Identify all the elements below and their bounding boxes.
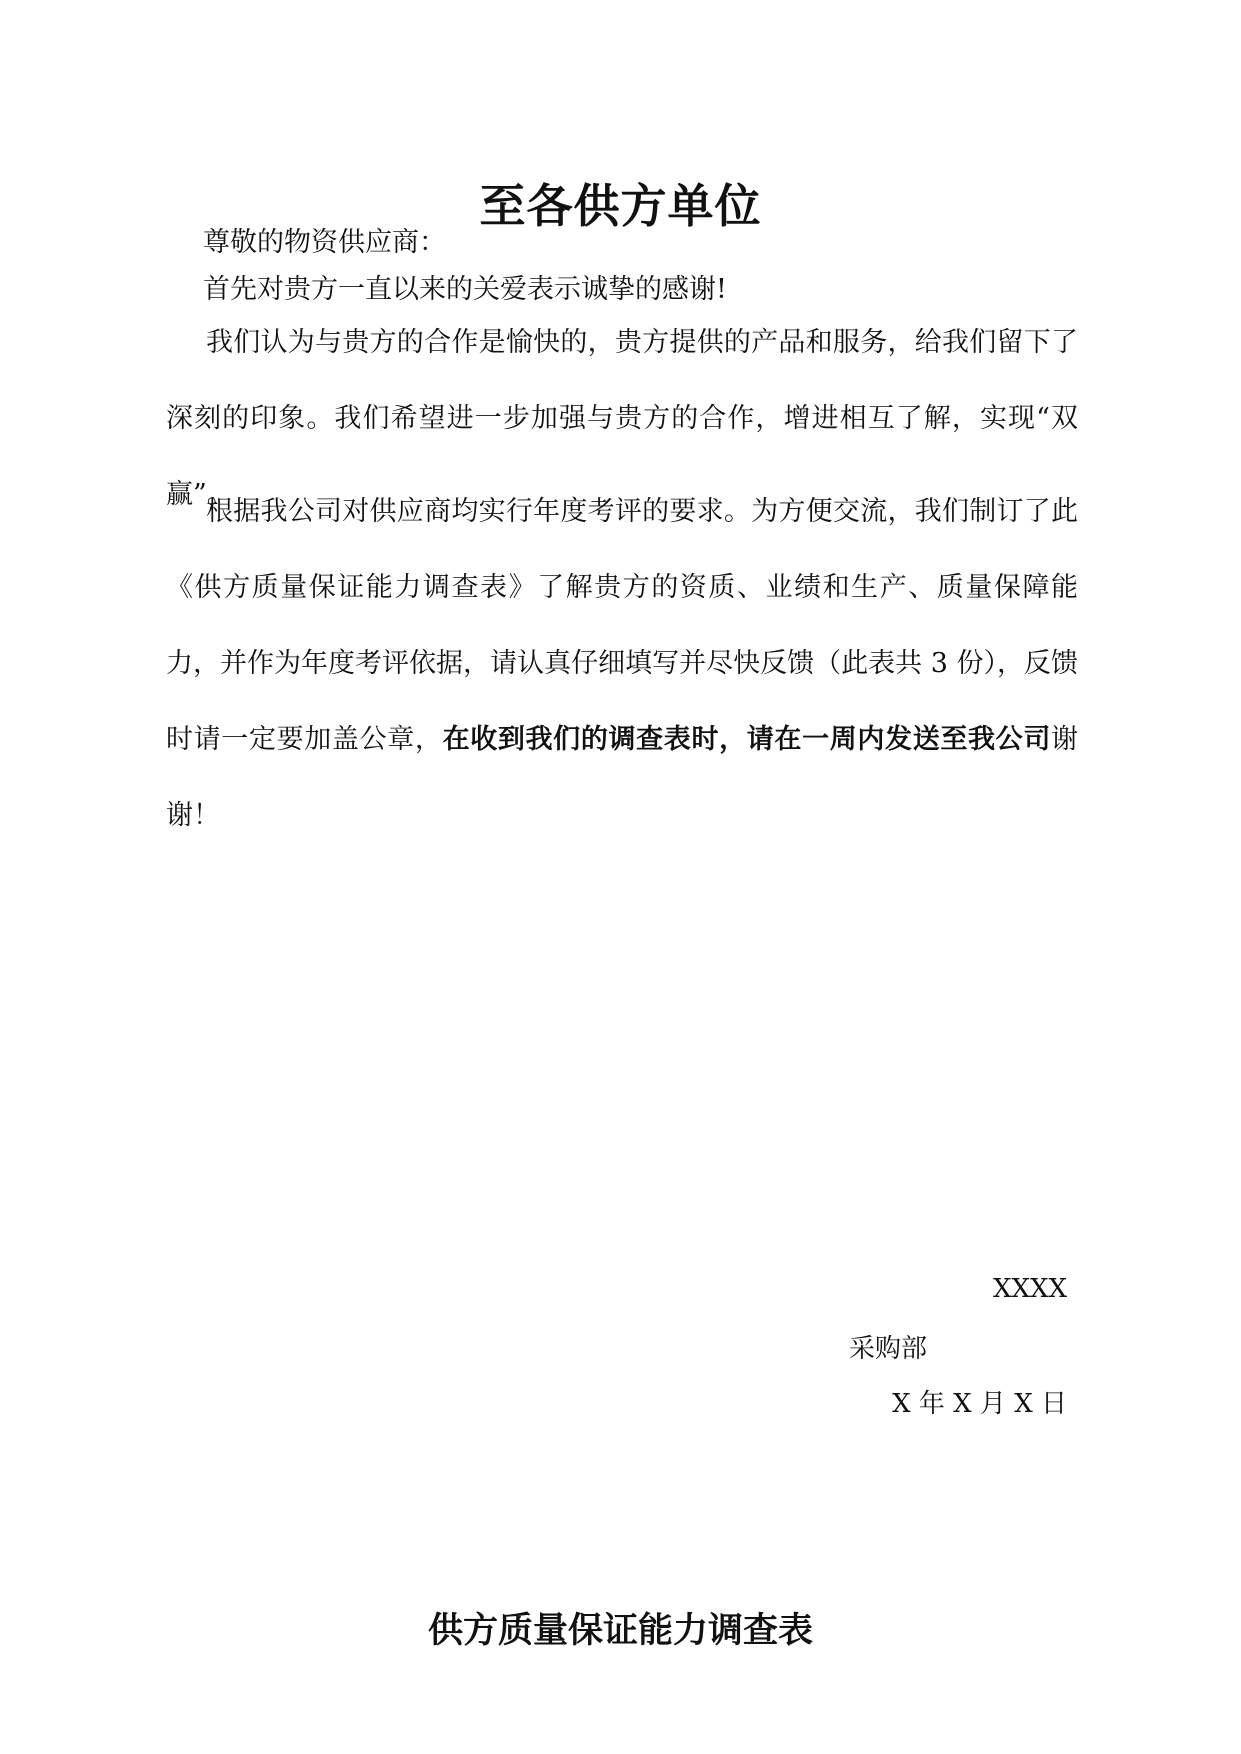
paragraph-cooperation-text: 我们认为与贵方的合作是愉快的，贵方提供的产品和服务，给我们留下了深刻的印象。我们希望进一步加强与贵方的合作，增进相互了解，实现“双赢”。 — [166, 327, 1078, 510]
letter-title: 至各供方单位 — [479, 179, 762, 233]
signature-company: XXXX — [992, 1274, 1067, 1304]
paragraph-survey-request — [166, 474, 1078, 854]
signature-department: 采购部 — [849, 1334, 928, 1364]
paragraph-survey-thanks: 谢谢！ — [166, 724, 1078, 831]
signature-date: X 年 X 月 X 日 — [892, 1389, 1067, 1419]
thanks-line: 首先对贵方一直以来的关爱表示诚挚的感谢! — [203, 274, 727, 305]
paragraph-survey-text: 根据我公司对供应商均实行年度考评的要求。为方便交流，我们制订了此《供方质量保证能力调查表》了解贵方的资质、业绩和生产、质量保障能力，并作为年度考评依据，请认真仔细填写并尽快反馈（此表共 3 份），反馈时请一定要加盖公章， — [166, 496, 1078, 755]
survey-table-title: 供方质量保证能力调查表 — [427, 1611, 813, 1651]
greeting: 尊敬的物资供应商： — [203, 227, 446, 258]
paragraph-survey-deadline: 在收到我们的调查表时，请在一周内发送至我公司 — [442, 724, 1051, 755]
